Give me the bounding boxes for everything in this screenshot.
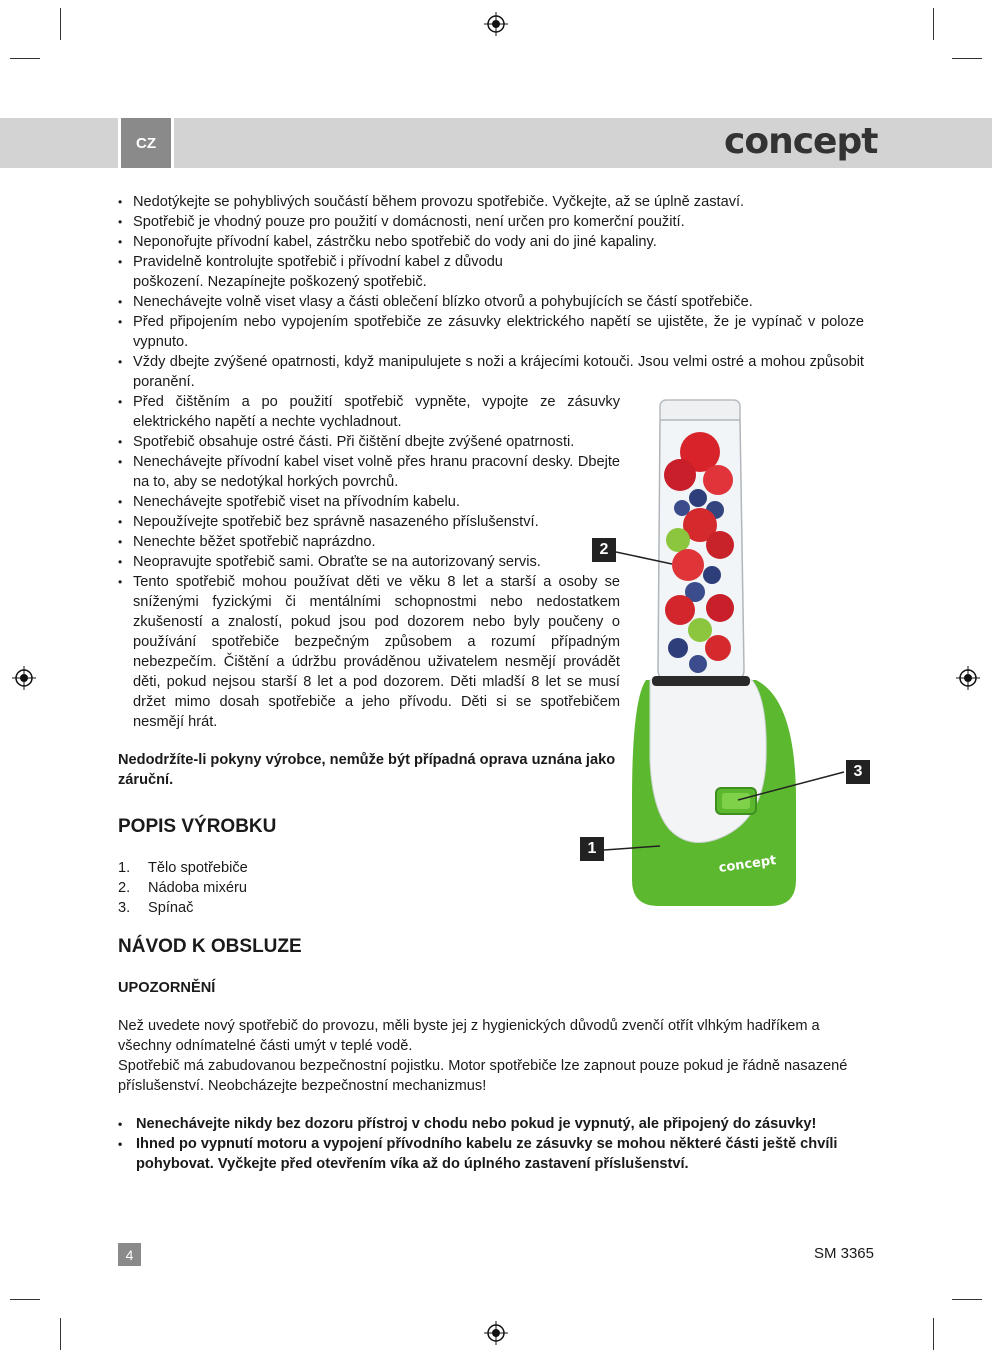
brand-logo: concept <box>724 121 878 162</box>
crop-mark <box>60 8 61 40</box>
list-item: • Nenechávejte volně viset vlasy a části oblečení blízko otvorů a pohybujících se částí spotřebiče. <box>118 292 864 312</box>
list-item: • Neponořujte přívodní kabel, zástrčku nebo spotřebič do vody ani do jiné kapaliny. <box>118 232 864 252</box>
crop-mark <box>952 1299 982 1300</box>
list-item: • Nepoužívejte spotřebič bez správně nasazeného příslušenství. <box>118 512 620 532</box>
operation-paragraph-1: Než uvedete nový spotřebič do provozu, měli byste jej z hygienických důvodů zvenčí otřít vlhkým hadříkem a všechny odnímatelné části umýt v teplé vodě. <box>118 1018 820 1054</box>
list-item: • Nenechte běžet spotřebič naprázdno. <box>118 532 620 552</box>
list-item: • Před čištěním a po použití spotřebič vypněte, vypojte ze zásuvky elektrického napětí a nechte vychladnout. <box>118 392 620 432</box>
operation-warnings <box>118 1114 864 1174</box>
list-item <box>118 878 248 898</box>
part-number: 3. <box>118 900 131 916</box>
product-heading: POPIS VÝROBKU <box>118 816 277 837</box>
safety-list-top <box>118 192 864 392</box>
crop-mark <box>933 8 934 40</box>
parts-list <box>118 858 248 918</box>
part-label: Nádoba mixéru <box>148 880 247 896</box>
part-number: 2. <box>118 880 131 896</box>
list-item: • Nedotýkejte se pohyblivých součástí během provozu spotřebiče. Vyčkejte, až se úplně zastaví. <box>118 192 864 212</box>
crop-mark <box>10 1299 40 1300</box>
list-item: • Vždy dbejte zvýšené opatrnosti, když manipulujete s noži a krájecími kotouči. Jsou velmi ostré a mohou způsobit poranění. <box>118 352 864 392</box>
warning-subheading: UPOZORNĚNÍ <box>118 980 216 996</box>
registration-mark-icon <box>484 12 508 36</box>
crop-mark <box>60 1318 61 1350</box>
list-item <box>118 898 248 918</box>
language-tab: CZ <box>121 118 171 168</box>
list-item <box>118 858 248 878</box>
list-item: • Spotřebič je vhodný pouze pro použití v domácnosti, není určen pro komerční použití. <box>118 212 864 232</box>
part-number: 1. <box>118 860 131 876</box>
list-item: • Spotřebič obsahuje ostré části. Při čištění dbejte zvýšené opatrnosti. <box>118 432 620 452</box>
model-number: SM 3365 <box>813 1245 874 1262</box>
crop-mark <box>933 1318 934 1350</box>
list-item: • Před připojením nebo vypojením spotřebiče ze zásuvky elektrického napětí se ujistěte, že je vypínač v poloze vypnuto. <box>118 312 864 352</box>
page-number: 4 <box>118 1243 141 1266</box>
operation-paragraph-2: Spotřebič má zabudovanou bezpečnostní pojistku. Motor spotřebiče lze zapnout pouze pokud je řádně nasazené příslušenství. Neobcházejte bezpečnostní mechanizmus! <box>118 1058 848 1094</box>
list-item: • Nenechávejte spotřebič viset na přívodním kabelu. <box>118 492 620 512</box>
part-label: Tělo spotřebiče <box>148 860 248 876</box>
device-logo: concept <box>717 853 778 876</box>
list-item: • Neopravujte spotřebič sami. Obraťte se na autorizovaný servis. <box>118 552 620 572</box>
safety-list-side <box>118 392 620 732</box>
warranty-note: Nedodržíte-li pokyny výrobce, nemůže být případná oprava uznána jako záruční. <box>118 752 616 788</box>
list-item: • Nenechávejte přívodní kabel viset volně přes hranu pracovní desky. Dbejte na to, aby se nedotýkal horkých povrchů. <box>118 452 620 492</box>
list-item: • Tento spotřebič mohou používat děti ve věku 8 let a starší a osoby se sníženými fyzickými či mentálními schopnostmi nebo nedostatkem zkušeností a znalostí, pokud jsou pod dozorem nebo byly poučeny o používání spotřebiče bezpečným způsobem a rozumí případným nebezpečím. Čištění a údržbu prováděnou uživatelem nesmějí provádět děti, pokud nejsou starší 8 let a pod dozorem. Děti mladší 8 let se musí držet mimo dosah spotřebiče a jeho přívodu. Děti si se spotřebičem nesmějí hrát. <box>118 572 620 732</box>
list-item: • Nenechávejte nikdy bez dozoru přístroj v chodu nebo pokud je vypnutý, ale připojený do zásuvky! <box>118 1114 864 1134</box>
list-item: • Pravidelně kontrolujte spotřebič i přívodní kabel z důvodu poškození. Nezapínejte poškozený spotřebič. <box>118 252 533 292</box>
part-label: Spínač <box>148 900 194 916</box>
list-item: • Ihned po vypnutí motoru a vypojení přívodního kabelu ze zásuvky se mohou některé části ještě chvíli pohybovat. Vyčkejte před otevřením víka až do úplného zastavení příslušenství. <box>118 1134 864 1174</box>
registration-mark-icon <box>484 1321 508 1345</box>
crop-mark <box>952 58 982 59</box>
registration-mark-icon <box>12 666 36 690</box>
header-band-left <box>0 118 118 168</box>
operation-heading: NÁVOD K OBSLUZE <box>118 936 302 957</box>
callout-3: 3 <box>846 760 870 784</box>
cup-seal-ring <box>652 676 750 686</box>
crop-mark <box>10 58 40 59</box>
power-switch-face <box>722 793 750 809</box>
registration-mark-icon <box>956 666 980 690</box>
callout-1: 1 <box>580 837 604 861</box>
blender-illustration <box>560 380 890 920</box>
callout-2: 2 <box>592 538 616 562</box>
